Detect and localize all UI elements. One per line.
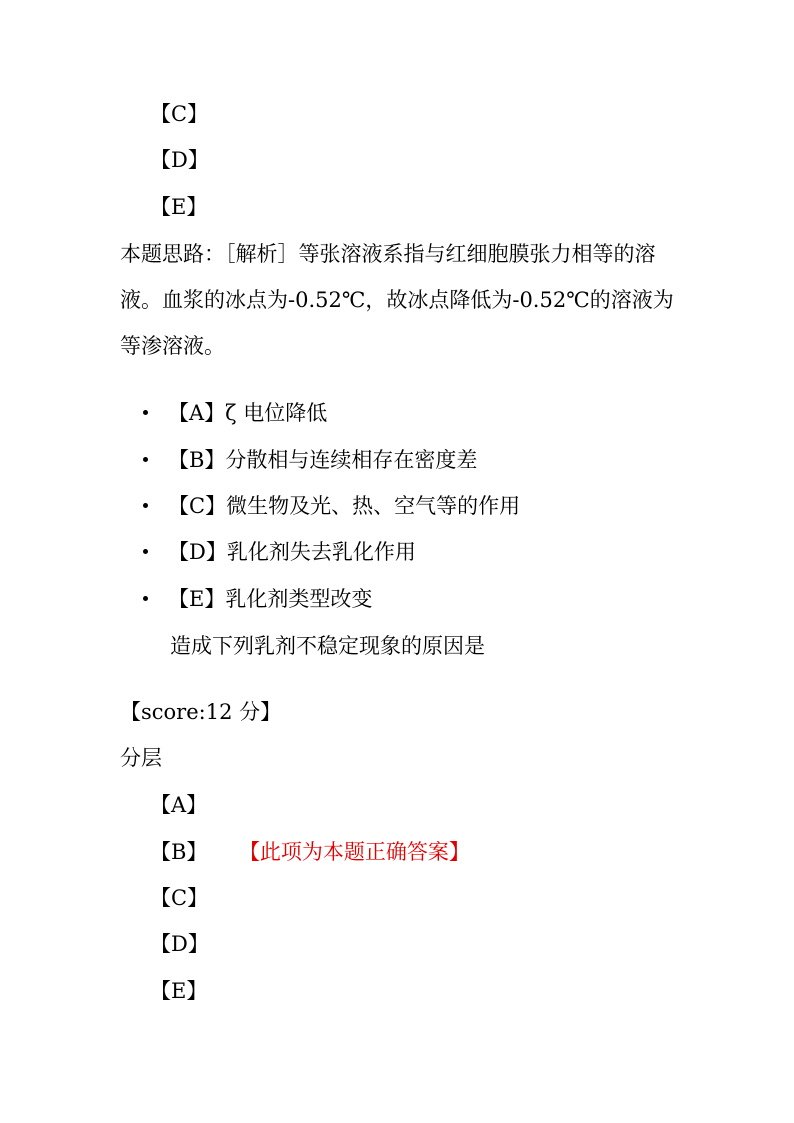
explanation-text: 本题思路：［解析］等张溶液系指与红细胞膜张力相等的溶液。血浆的冰点为-0.52℃，故冰点降低为-0.52℃的溶液为等渗溶液。 <box>120 242 674 358</box>
option-c-label: 【C】 <box>150 102 209 126</box>
bullet-text: 【D】乳化剂失去乳化作用 <box>168 540 416 564</box>
answer-option-b <box>150 838 470 866</box>
bullet-text: 【C】微生物及光、热、空气等的作用 <box>168 494 521 518</box>
bullet-item <box>143 538 416 566</box>
answer-option-d: 【D】 <box>150 932 209 956</box>
bullet-dot-icon <box>143 410 148 415</box>
question-text: 造成下列乳剂不稳定现象的原因是 <box>170 634 485 658</box>
score-label: 【score:12 分】 <box>120 700 282 724</box>
bullet-item <box>143 446 477 474</box>
bullet-item <box>143 585 372 613</box>
bullet-item <box>143 492 520 520</box>
option-d-label: 【D】 <box>150 148 209 172</box>
bullet-item <box>143 399 327 427</box>
answer-option-a: 【A】 <box>150 793 208 817</box>
sub-question-text: 分层 <box>120 746 162 770</box>
answer-option-b-label: 【B】 <box>150 840 208 864</box>
option-e-label: 【E】 <box>150 195 208 219</box>
bullet-text: 【E】乳化剂类型改变 <box>168 587 373 611</box>
bullet-dot-icon <box>143 457 148 462</box>
bullet-dot-icon <box>143 596 148 601</box>
answer-option-e: 【E】 <box>150 979 208 1003</box>
bullet-text: 【A】ζ 电位降低 <box>168 401 328 425</box>
correct-answer-marker: 【此项为本题正确答案】 <box>249 840 470 864</box>
bullet-dot-icon <box>143 549 148 554</box>
bullet-dot-icon <box>143 503 148 508</box>
bullet-text: 【B】分散相与连续相存在密度差 <box>168 448 478 472</box>
answer-option-c: 【C】 <box>150 886 209 910</box>
